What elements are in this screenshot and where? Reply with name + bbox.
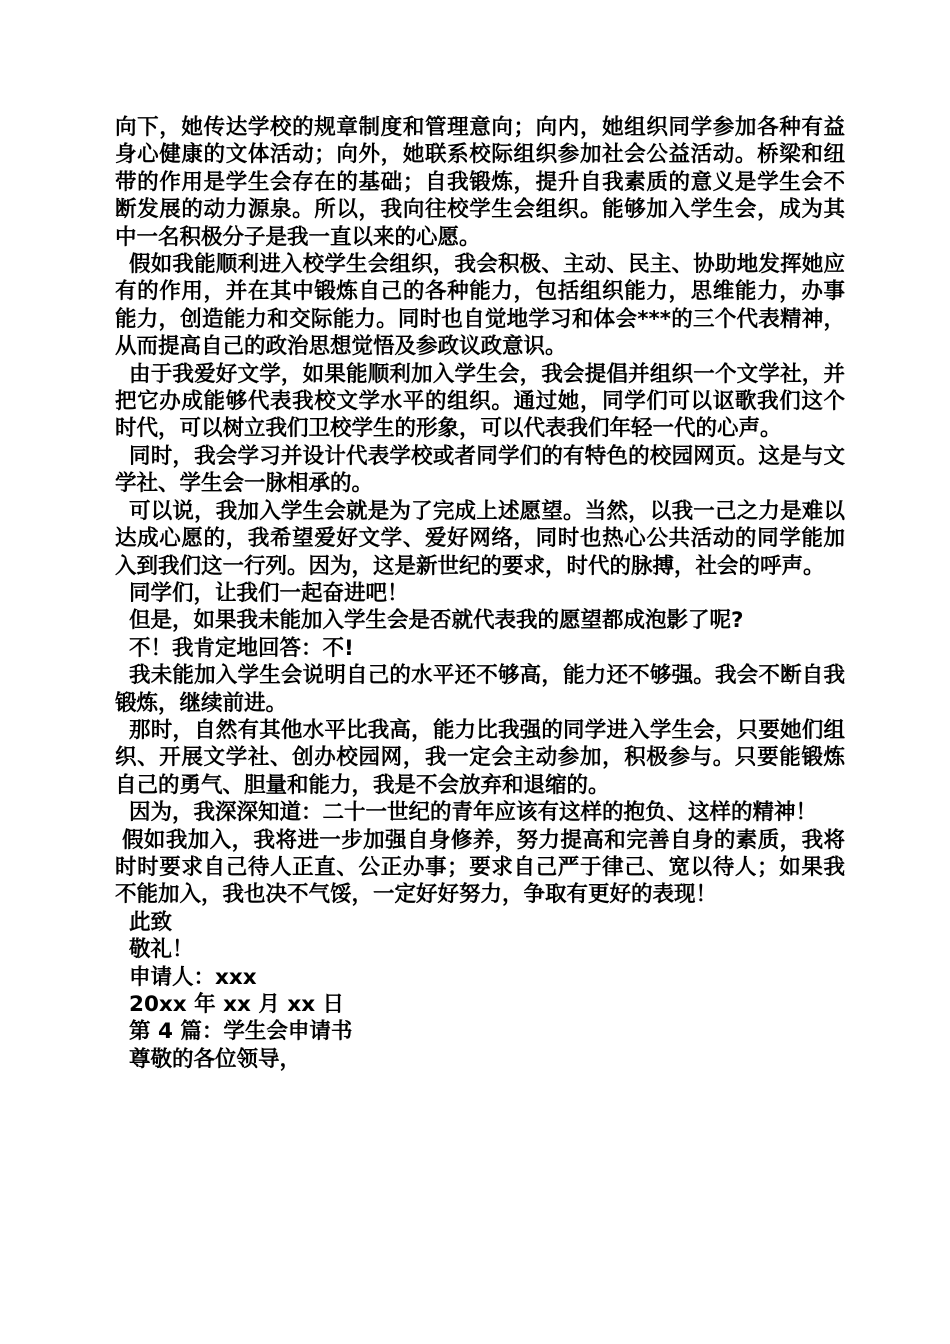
paragraph-wish: 可以说，我加入学生会就是为了完成上述愿望。当然，以我一己之力是难以达成心愿的，我希望爱好文学、爱好网络，同时也热心公共活动的同学能加入到我们这一行列。因为，这是新世纪的要求，时代的脉搏，社会的呼声。 <box>115 498 845 579</box>
paragraph-self-improve: 我未能加入学生会说明自己的水平还不够高，能力还不够强。我会不断自我锻炼，继续前进。 <box>115 663 845 716</box>
section-heading: 第 4 篇：学生会申请书 <box>129 1019 353 1045</box>
closing-regards: 敬礼！ <box>129 937 194 963</box>
paragraph-participate: 那时，自然有其他水平比我高，能力比我强的同学进入学生会，只要她们组织、开展文学社、创办校园网，我一定会主动参加，积极参与。只要能锻炼自己的勇气、胆量和能力，我是不会放弃和退缩的。 <box>115 717 845 798</box>
paragraph-call: 同学们，让我们一起奋进吧！ <box>129 580 409 606</box>
paragraph-answer: 不！我肯定地回答：不! <box>129 635 354 661</box>
paragraph-commitment: 假如我加入，我将进一步加强自身修养，努力提高和完善自身的素质，我将时时要求自己待人正直、公正办事；要求自己严于律己、宽以待人；如果我不能加入，我也决不气馁，一定好好努力，争取有更好的表现！ <box>115 827 845 908</box>
paragraph-question: 但是，如果我未能加入学生会是否就代表我的愿望都成泡影了呢? <box>129 608 744 634</box>
paragraph-intro: 向下，她传达学校的规章制度和管理意向；向内，她组织同学参加各种有益身心健康的文体活动；向外，她联系校际组织参加社会公益活动。桥梁和纽带的作用是学生会存在的基础；自我锻炼，提升自我素质的意义是学生会不断发展的动力源泉。所以，我向往校学生会组织。能够加入学生会，成为其中一名积极分子是我一直以来的心愿。 <box>115 115 845 250</box>
paragraph-website: 同时，我会学习并设计代表学校或者同学们的有特色的校园网页。这是与文学社、学生会一脉相承的。 <box>115 443 845 497</box>
closing-salutation: 此致 <box>129 909 173 935</box>
letter-greeting: 尊敬的各位领导， <box>129 1046 302 1072</box>
paragraph-join-plan: 假如我能顺利进入校学生会组织，我会积极、主动、民主、协助地发挥她应有的作用，并在其中锻炼自己的各种能力，包括组织能力，思维能力，办事能力，创造能力和交际能力。同时也自觉地学习和体会***的三个代表精神，从而提高自己的政治思想觉悟及参政议政意识。 <box>115 252 845 360</box>
application-date: 20xx 年 xx 月 xx 日 <box>129 992 345 1017</box>
document-body <box>115 114 845 1073</box>
applicant-name: 申请人：xxx <box>129 964 257 990</box>
paragraph-literature-club: 由于我爱好文学，如果能顺利加入学生会，我会提倡并组织一个文学社，并把它办成能够代表我校文学水平的组织。通过她，同学们可以讴歌我们这个时代，可以树立我们卫校学生的形象，可以代表我们年轻一代的心声。 <box>115 361 845 442</box>
paragraph-spirit: 因为，我深深知道：二十一世纪的青年应该有这样的抱负、这样的精神！ <box>129 800 818 826</box>
